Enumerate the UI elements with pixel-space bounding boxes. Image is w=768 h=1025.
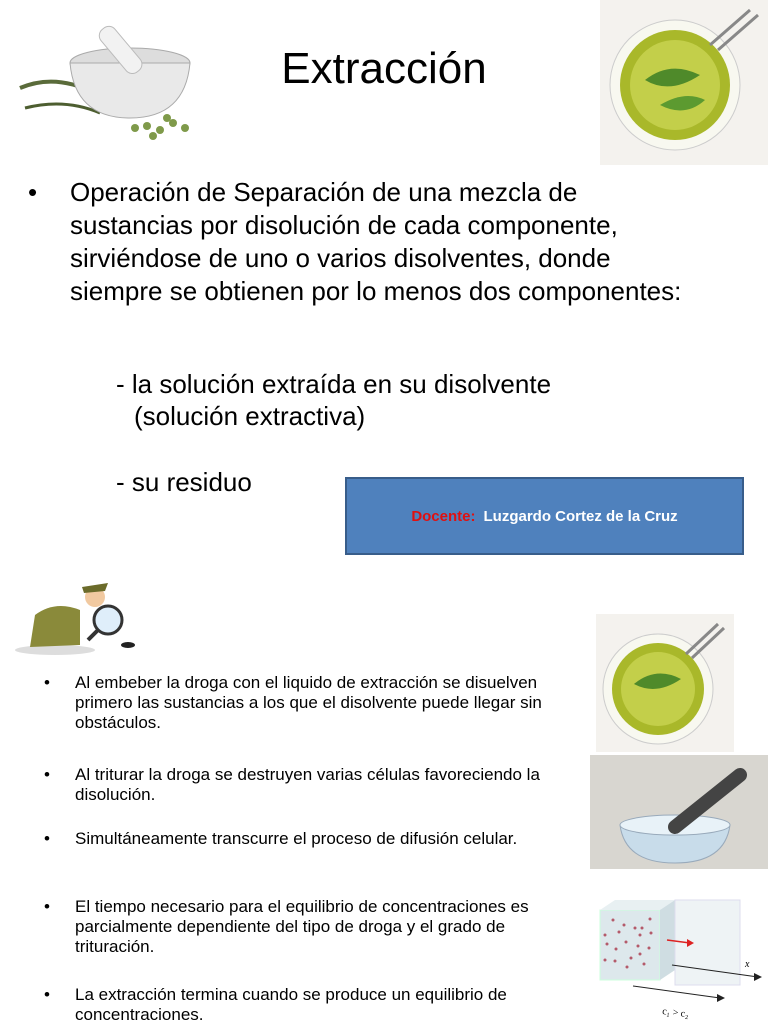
herbal-tea-image-small (596, 614, 734, 752)
list-item (44, 985, 564, 1025)
sub-item-residue: - su residuo (116, 467, 252, 497)
sub-item-solution-line1: - la solución extraída en su disolvente (116, 369, 552, 399)
list-item-text: La extracción termina cuando se produce un equilibrio de concentraciones. (75, 985, 507, 1024)
bullet-marker: • (28, 177, 38, 207)
list-item-text: Simultáneamente transcurre el proceso de difusión celular. (75, 829, 518, 848)
list-item (44, 765, 564, 805)
slide-title: Extracción (281, 44, 487, 93)
sub-item-solution-line2: (solución extractiva) (134, 401, 366, 431)
herbal-tea-image (600, 0, 768, 165)
list-item (44, 829, 564, 849)
definition-bullet (28, 176, 698, 308)
list-item-text: Al embeber la droga con el liquido de extracción se disuelven primero las sustancias a los que el disolvente puede llegar sin obstáculos. (75, 673, 542, 732)
docente-box (345, 477, 744, 555)
detective-image (10, 575, 140, 657)
concentration-label: c₁ > c₂ (661, 1006, 690, 1021)
mortar-photo-image (590, 755, 768, 869)
bullet-marker: • (44, 765, 50, 784)
list-item-text: Al triturar la droga se destruyen varias células favoreciendo la disolución. (75, 765, 540, 804)
list-item (44, 897, 564, 957)
bullet-marker: • (44, 897, 50, 916)
list-item (44, 673, 564, 733)
definition-text: Operación de Separación de una mezcla de sustancias por disolución de cada componente, sirviéndose de uno o varios disolventes, donde siempre se obtienen por lo menos dos componentes: (70, 177, 682, 306)
bullet-marker: • (44, 829, 50, 848)
sub-item-solution (116, 368, 551, 432)
docente-name: Luzgardo Cortez de la Cruz (483, 507, 678, 525)
list-item-text: El tiempo necesario para el equilibrio de concentraciones es parcialmente dependiente del tipo de droga y el grado de trituración. (75, 897, 529, 956)
docente-label: Docente: (411, 507, 476, 525)
diffusion-diagram (590, 890, 768, 1024)
bullet-marker: • (44, 985, 50, 1004)
axis-x-label: x (745, 959, 750, 970)
bullet-marker: • (44, 673, 50, 692)
